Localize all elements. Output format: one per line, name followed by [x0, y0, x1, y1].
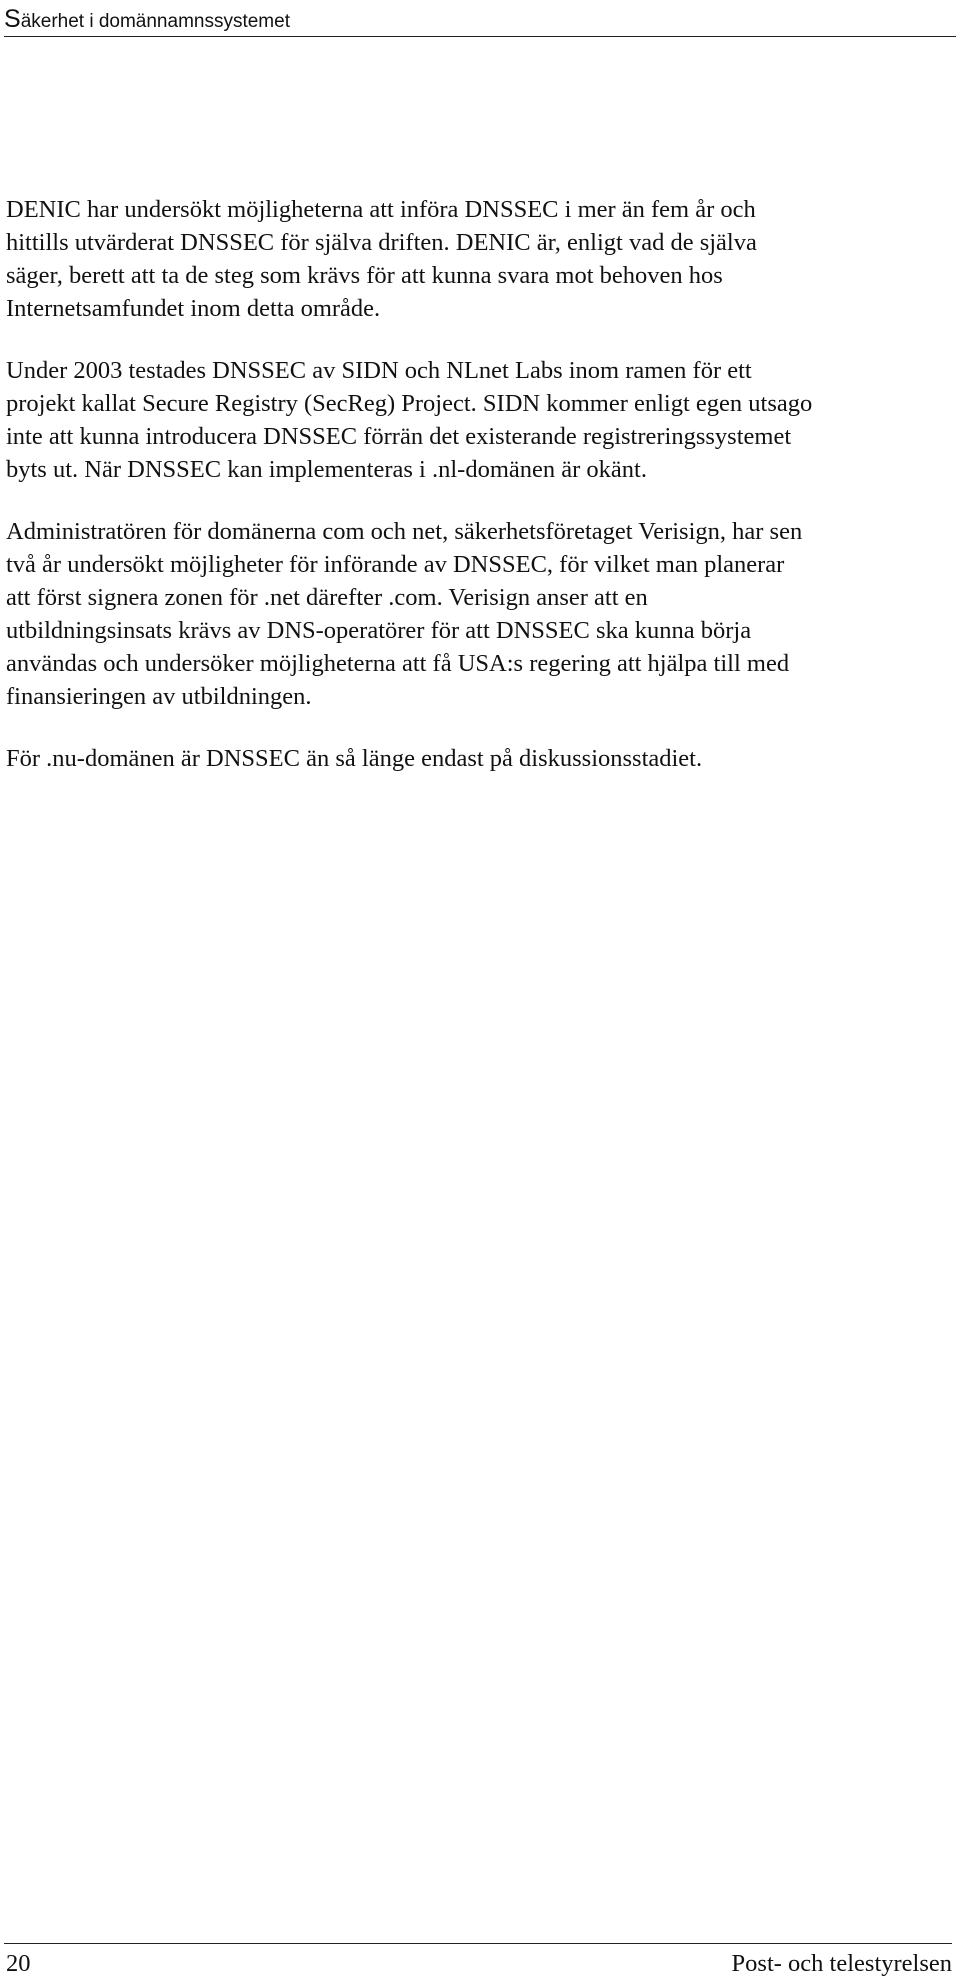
text-line: hittills utvärderat DNSSEC för själva driften. DENIC är, enligt vad de själva [6, 229, 757, 256]
page-footer [4, 1943, 952, 1980]
text-line: säger, berett att ta de steg som krävs för att kunna svara mot behoven hos [6, 262, 723, 289]
text-line: användas och undersöker möjligheterna att få USA:s regering att hjälpa till med [6, 650, 790, 677]
paragraph-denic [6, 193, 952, 325]
running-header [4, 2, 956, 37]
paragraph-verisign [6, 515, 952, 713]
text-line: Internetsamfundet inom detta område. [6, 295, 381, 322]
text-line: byts ut. När DNSSEC kan implementeras i .nl-domänen är okänt. [6, 456, 647, 483]
header-title: äkerhet i domännamnssystemet [20, 11, 290, 32]
text-line: att först signera zonen för .net därefter .com. Verisign anser att en [6, 584, 648, 611]
header-title-initial: S [4, 5, 21, 33]
paragraph-sidn [6, 354, 952, 486]
document-body [6, 193, 952, 804]
text-line: projekt kallat Secure Registry (SecReg) Project. SIDN kommer enligt egen utsago [6, 390, 813, 417]
text-line: finansieringen av utbildningen. [6, 683, 312, 710]
text-line: utbildningsinsats krävs av DNS-operatörer för att DNSSEC ska kunna börja [6, 617, 752, 644]
text-line: För .nu-domänen är DNSSEC än så länge endast på diskussionsstadiet. [6, 745, 703, 772]
publisher-name: Post- och telestyrelsen [731, 1950, 952, 1977]
text-line: DENIC har undersökt möjligheterna att införa DNSSEC i mer än fem år och [6, 196, 756, 223]
text-line: två år undersökt möjligheter för införande av DNSSEC, för vilket man planerar [6, 551, 785, 578]
text-line: Under 2003 testades DNSSEC av SIDN och NLnet Labs inom ramen för ett [6, 357, 752, 384]
text-line: Administratören för domänerna com och net, säkerhetsföretaget Verisign, har sen [6, 518, 803, 545]
text-line: inte att kunna introducera DNSSEC förrän det existerande registreringssystemet [6, 423, 792, 450]
paragraph-nu-domain [6, 742, 952, 775]
page-number: 20 [6, 1950, 31, 1977]
